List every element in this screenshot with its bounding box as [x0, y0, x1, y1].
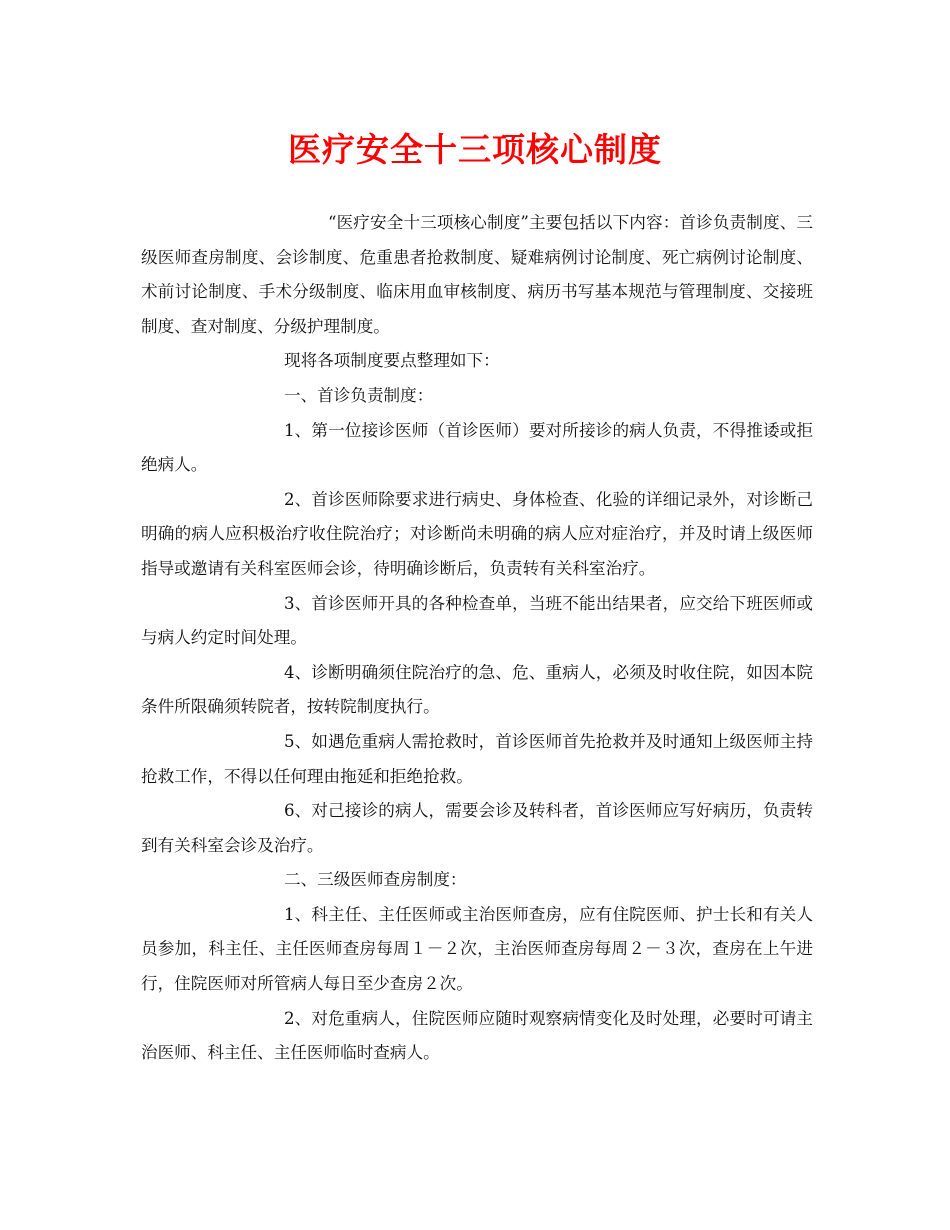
document-title: 医疗安全十三项核心制度 — [288, 130, 662, 169]
intro-paragraph: “医疗安全十三项核心制度”主要包括以下内容：首诊负责制度、三级医师查房制度、会诊制度、危重患者抢救制度、疑难病例讨论制度、死亡病例讨论制度、术前讨论制度、手术分级制度、临床用血审核制度、病历书写基本规范与管理制度、交接班制度、查对制度、分级护理制度。 — [141, 213, 813, 336]
paragraph: 2、对危重病人，住院医师应随时观察病情变化及时处理，必要时可请主治医师、科主任、主任医师临时查病人。 — [141, 1008, 813, 1063]
paragraph: 3、首诊医师开具的各种检查单，当班不能出结果者，应交给下班医师或与病人约定时间处理。 — [141, 593, 813, 648]
section-heading: 二、三级医师查房制度： — [284, 870, 467, 890]
paragraph: 4、诊断明确须住院治疗的急、危、重病人，必须及时收住院，如因本院条件所限确须转院者，按转院制度执行。 — [141, 662, 813, 717]
section-heading: 一、首诊负责制度： — [284, 385, 434, 405]
paragraph: 6、对己接诊的病人，需要会诊及转科者，首诊医师应写好病历，负责转到有关科室会诊及治疗。 — [141, 801, 813, 855]
paragraph: 现将各项制度要点整理如下： — [284, 351, 500, 371]
paragraph: 1、第一位接诊医师（首诊医师）要对所接诊的病人负责，不得推诿或拒绝病人。 — [141, 420, 813, 475]
paragraph: 2、首诊医师除要求进行病史、身体检查、化验的详细记录外，对诊断己明确的病人应积极治疗收住院治疗；对诊断尚未明确的病人应对症治疗，并及时请上级医师指导或邀请有关科室医师会诊，待明确诊断后，负责转有关科室治疗。 — [141, 489, 813, 578]
paragraph: 5、如遇危重病人需抢救时，首诊医师首先抢救并及时通知上级医师主持抢救工作，不得以任何理由拖延和拒绝抢救。 — [141, 731, 813, 786]
document-body — [141, 206, 813, 1071]
paragraph: 1、科主任、主任医师或主治医师查房，应有住院医师、护士长和有关人员参加，科主任、主任医师查房每周１－２次，主治医师查房每周２－３次，查房在上午进行，住院医师对所管病人每日至少查房２次。 — [141, 904, 813, 994]
